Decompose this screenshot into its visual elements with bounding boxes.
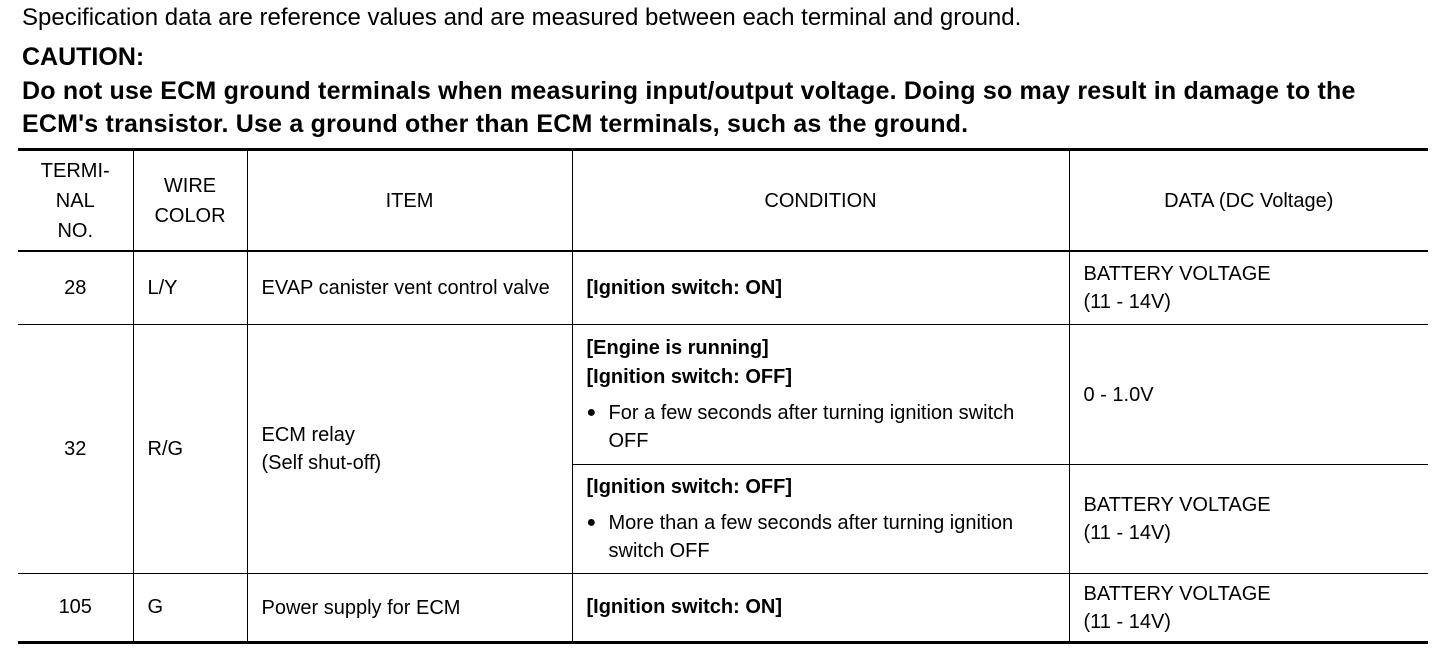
header-condition: CONDITION bbox=[572, 150, 1069, 252]
table-row bbox=[18, 251, 1428, 325]
condition-bold-text: [Ignition switch: OFF] bbox=[586, 366, 793, 388]
data-line: (11 - 14V) bbox=[1083, 610, 1171, 633]
item-cell: EVAP canister vent control valve bbox=[247, 251, 572, 325]
data-line: (11 - 14V) bbox=[1083, 291, 1171, 313]
condition-bold-text: [Engine is running] bbox=[586, 337, 769, 359]
condition-bullet bbox=[587, 509, 1055, 565]
header-wire-line: COLOR bbox=[154, 204, 226, 227]
item-line: (Self shut-off) bbox=[261, 452, 382, 474]
wire-color-cell: R/G bbox=[133, 325, 247, 574]
wire-color-cell: G bbox=[133, 574, 247, 643]
item-cell bbox=[247, 325, 572, 574]
caution-body: Do not use ECM ground terminals when measuring input/output voltage. Doing so may result in damage to the ECM's transistor. Use a ground other than ECM terminals, such as the ground. bbox=[22, 77, 1356, 138]
condition-bullet-text: More than a few seconds after turning ignition switch OFF bbox=[608, 512, 1014, 562]
header-terminal-line: NAL bbox=[55, 189, 95, 212]
terminal-no-cell: 32 bbox=[18, 325, 133, 574]
terminal-spec-table bbox=[18, 148, 1428, 644]
data-line: BATTERY VOLTAGE bbox=[1083, 263, 1271, 285]
header-terminal-line: NO. bbox=[57, 219, 94, 242]
condition-cell bbox=[572, 251, 1069, 325]
terminal-no-cell: 105 bbox=[18, 574, 133, 643]
condition-bold-text: [Ignition switch: ON] bbox=[586, 596, 783, 618]
condition-bold-text: [Ignition switch: OFF] bbox=[586, 476, 793, 498]
item-line: ECM relay bbox=[261, 424, 355, 446]
header-wire-line: WIRE bbox=[163, 174, 217, 197]
condition-cell bbox=[572, 465, 1069, 574]
header-data: DATA (DC Voltage) bbox=[1069, 150, 1428, 252]
data-line: (11 - 14V) bbox=[1083, 522, 1171, 544]
header-terminal-line: TERMI- bbox=[40, 159, 110, 182]
caution-title: CAUTION: bbox=[22, 43, 145, 71]
bullet-icon: ● bbox=[586, 514, 597, 531]
wire-color-cell: L/Y bbox=[133, 251, 247, 325]
table-row bbox=[18, 325, 1428, 465]
terminal-no-cell: 28 bbox=[18, 251, 133, 325]
condition-bullet-text: For a few seconds after turning ignition switch OFF bbox=[608, 402, 1015, 452]
condition-bold-text: [Ignition switch: ON] bbox=[586, 276, 783, 299]
data-line: BATTERY VOLTAGE bbox=[1083, 582, 1271, 605]
header-terminal-no bbox=[18, 150, 133, 252]
condition-bullet bbox=[587, 399, 1055, 455]
table-header-row bbox=[18, 150, 1428, 252]
table-row bbox=[18, 574, 1428, 643]
item-cell: Power supply for ECM bbox=[247, 574, 572, 643]
condition-cell bbox=[572, 325, 1069, 465]
data-cell bbox=[1069, 465, 1428, 574]
data-cell bbox=[1069, 574, 1428, 643]
bullet-icon: ● bbox=[586, 404, 597, 421]
condition-cell bbox=[572, 574, 1069, 643]
header-item: ITEM bbox=[247, 150, 572, 252]
intro-text: Specification data are reference values and are measured between each terminal and ground. bbox=[22, 4, 1022, 31]
data-cell: 0 - 1.0V bbox=[1069, 325, 1428, 465]
data-line: BATTERY VOLTAGE bbox=[1083, 494, 1271, 516]
data-cell bbox=[1069, 251, 1428, 325]
header-wire-color bbox=[133, 150, 247, 252]
